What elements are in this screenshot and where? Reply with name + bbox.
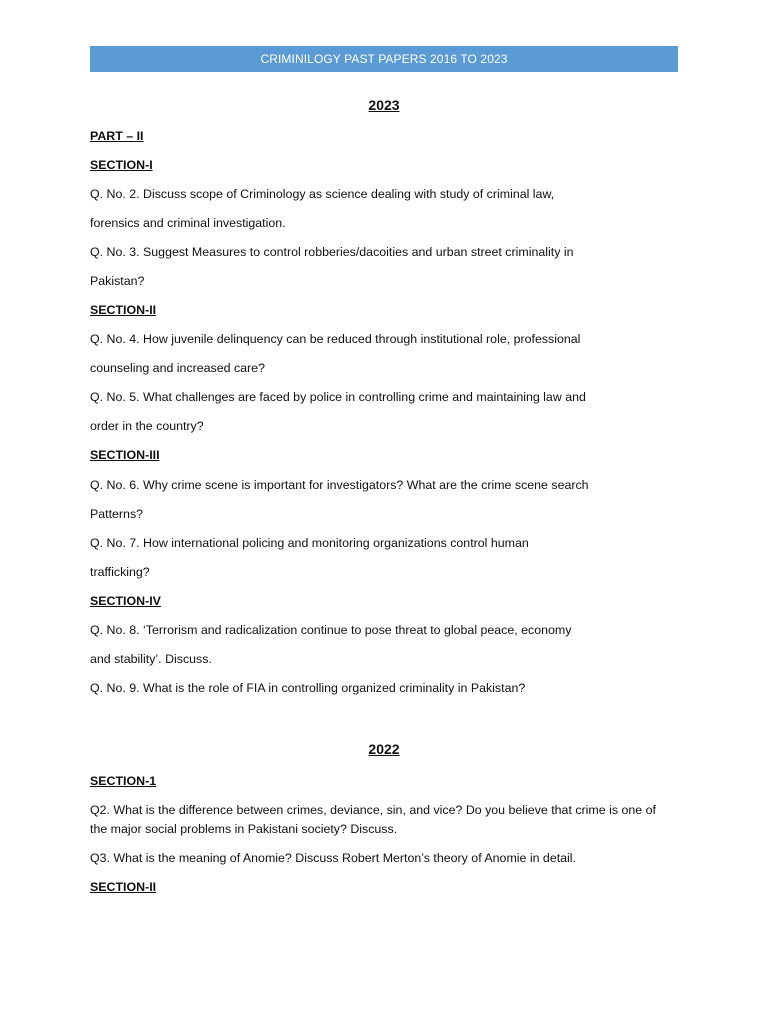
question-2022-2-line-1: Q2. What is the difference between crimes, deviance, sin, and vice? Do you believe that crime is one of	[90, 803, 656, 817]
question-2-line-1: Q. No. 2. Discuss scope of Criminology as science dealing with study of criminal law,	[90, 187, 555, 201]
question-3-line-1: Q. No. 3. Suggest Measures to control robberies/dacoities and urban street criminality in	[90, 245, 574, 259]
section-heading-4: SECTION-IV	[90, 594, 161, 608]
section-heading-2022-1: SECTION-1	[90, 774, 157, 788]
question-5-line-2: order in the country?	[90, 419, 204, 433]
question-4-line-2: counseling and increased care?	[90, 361, 265, 375]
question-8-line-1: Q. No. 8. ‘Terrorism and radicalization continue to pose threat to global peace, economy	[90, 623, 572, 637]
question-2022-3: Q3. What is the meaning of Anomie? Discuss Robert Merton’s theory of Anomie in detail.	[90, 851, 576, 865]
document-title-banner	[90, 46, 678, 72]
question-6-line-2: Patterns?	[90, 507, 144, 521]
question-2-line-2: forensics and criminal investigation.	[90, 216, 286, 230]
question-9: Q. No. 9. What is the role of FIA in controlling organized criminality in Pakistan?	[90, 681, 526, 695]
year-heading-2022: 2022	[368, 741, 400, 757]
question-5-line-1: Q. No. 5. What challenges are faced by police in controlling crime and maintaining law and	[90, 390, 586, 404]
question-4-line-1: Q. No. 4. How juvenile delinquency can be reduced through institutional role, professional	[90, 332, 581, 346]
section-heading-2022-2: SECTION-II	[90, 880, 157, 894]
question-7-line-1: Q. No. 7. How international policing and monitoring organizations control human	[90, 536, 529, 550]
question-7-line-2: trafficking?	[90, 565, 150, 579]
question-8-line-2: and stability’. Discuss.	[90, 652, 212, 666]
section-heading-1: SECTION-I	[90, 158, 153, 172]
section-heading-3: SECTION-III	[90, 448, 160, 462]
year-heading-2023: 2023	[368, 97, 400, 113]
question-6-line-1: Q. No. 6. Why crime scene is important for investigators? What are the crime scene search	[90, 478, 589, 492]
document-title: CRIMINILOGY PAST PAPERS 2016 TO 2023	[260, 52, 508, 66]
part-heading: PART – II	[90, 129, 144, 143]
question-2022-2-line-2: the major social problems in Pakistani society? Discuss.	[90, 822, 398, 836]
question-3-line-2: Pakistan?	[90, 274, 145, 288]
section-heading-2: SECTION-II	[90, 303, 157, 317]
